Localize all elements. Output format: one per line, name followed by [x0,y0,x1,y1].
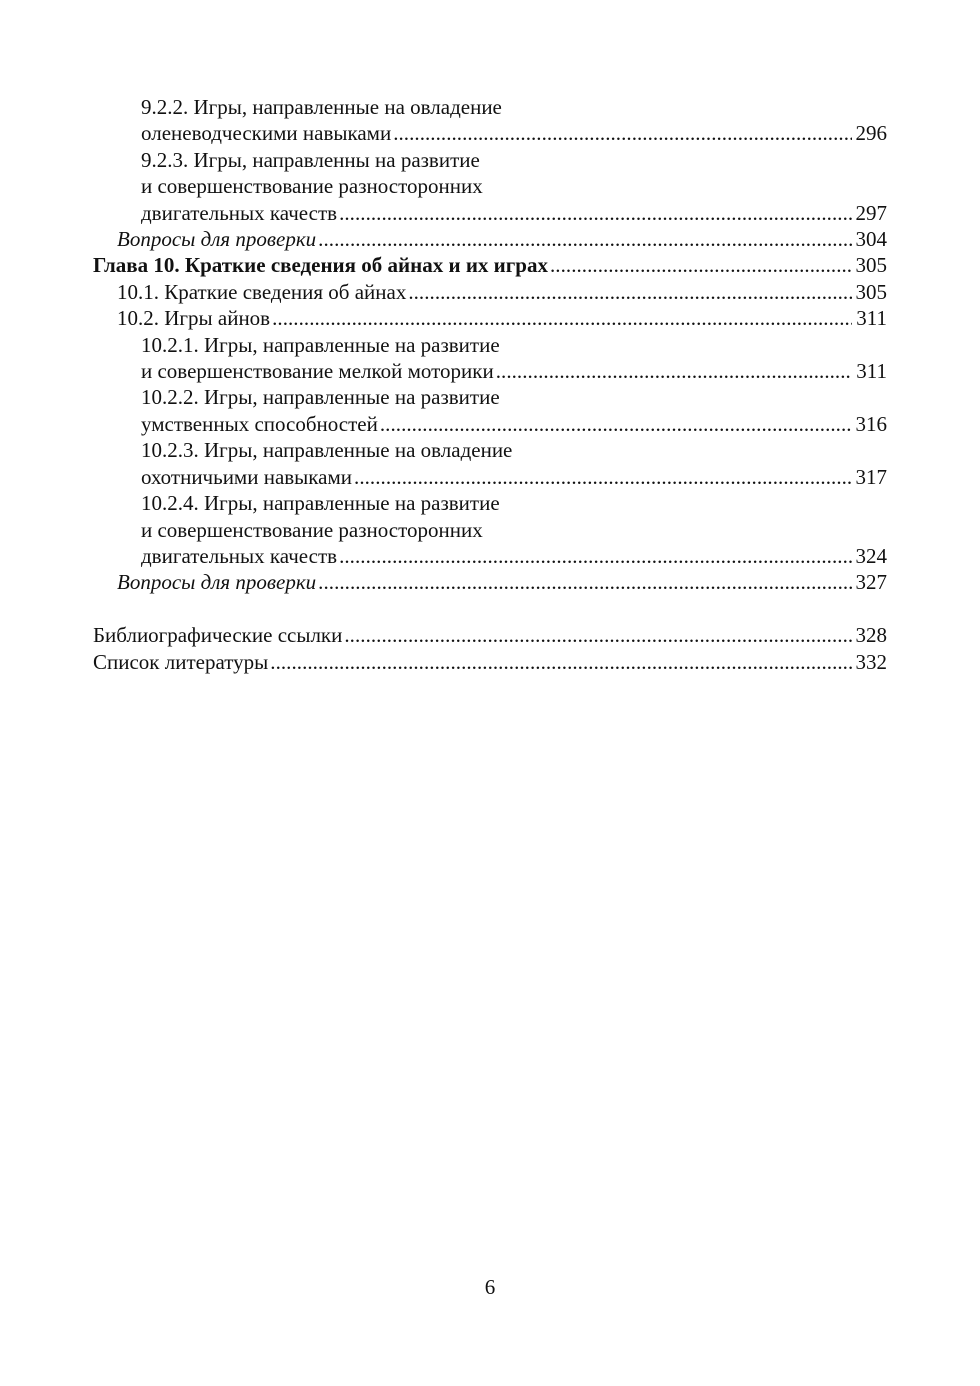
toc-entry-title-line: 9.2.3. Игры, направленны на развитие [141,147,480,172]
section-spacer [93,596,887,622]
toc-page-number: 327 [855,570,887,595]
page-number: 6 [484,1275,496,1299]
dot-leader [339,200,851,226]
toc-entry-title: умственных способностей [141,411,378,436]
toc-entry-title-line: 10.2.2. Игры, направленные на развитие [141,385,500,410]
toc-entry-bibliographic-references[interactable] [93,622,887,648]
toc-entry-title: 10.1. Краткие сведения об айнах [117,279,407,304]
toc-chapter-title: Глава 10. Краткие сведения об айнах и их играх [93,253,548,278]
toc-entry-chapter[interactable] [93,252,887,278]
toc-entry-title-line: 10.2.4. Игры, направленные на развитие [141,491,500,516]
toc-page-number: 297 [855,200,887,225]
toc-page-number: 296 [855,121,887,146]
toc-page-number: 324 [855,543,887,568]
toc-entry-title: охотничьими навыками [141,464,353,489]
toc-entry-title-line: 10.2.1. Игры, направленные на развитие [141,332,500,357]
toc-entry-title: двигательных качеств [141,200,338,225]
dot-leader [393,120,851,146]
toc-entry-title: и совершенствование мелкой моторики [141,359,494,384]
toc-entry[interactable] [93,147,887,226]
toc-entry-literature-list[interactable] [93,649,887,675]
toc-entry[interactable] [93,94,887,147]
toc-page-number: 304 [855,227,887,252]
toc-entry-title: Библиографические ссылки [93,623,343,648]
toc-entry-review-questions[interactable] [93,569,887,595]
toc-entry-title-line: и совершенствование разносторонних [141,174,483,199]
toc-entry-review-questions[interactable] [93,226,887,252]
dot-leader [344,622,851,648]
toc-page-number: 311 [856,359,887,384]
toc-entry[interactable] [93,490,887,569]
dot-leader [408,279,851,305]
toc-entry-title: двигательных качеств [141,543,338,568]
toc-entry[interactable] [93,437,887,490]
toc-page-number: 332 [855,649,887,674]
toc-page-number: 328 [855,623,887,648]
toc-entry[interactable] [93,332,887,385]
toc-entry[interactable] [93,305,887,331]
toc-page-number: 305 [855,253,887,278]
dot-leader [272,305,852,331]
dot-leader [496,358,853,384]
toc-entry[interactable] [93,384,887,437]
toc-page-number: 311 [856,306,887,331]
dot-leader [270,649,851,675]
toc-entry[interactable] [93,279,887,305]
dot-leader [339,543,851,569]
table-of-contents [93,94,887,675]
dot-leader [380,411,852,437]
dot-leader [550,252,852,278]
toc-page-number: 316 [855,411,887,436]
toc-entry-title: 10.2. Игры айнов [117,306,271,331]
dot-leader [318,569,851,595]
toc-entry-title: Вопросы для проверки [117,570,317,595]
toc-page-number: 317 [855,464,887,489]
toc-entry-title: оленеводческими навыками [141,121,392,146]
dot-leader [318,226,851,252]
toc-entry-title: Список литературы [93,649,269,674]
toc-entry-title: Вопросы для проверки [117,227,317,252]
dot-leader [354,464,851,490]
toc-page-number: 305 [855,279,887,304]
toc-entry-title-line: 9.2.2. Игры, направленные на овладение [141,95,502,119]
toc-entry-title-line: и совершенствование разносторонних [141,517,483,542]
toc-entry-title-line: 10.2.3. Игры, направленные на овладение [141,438,513,463]
